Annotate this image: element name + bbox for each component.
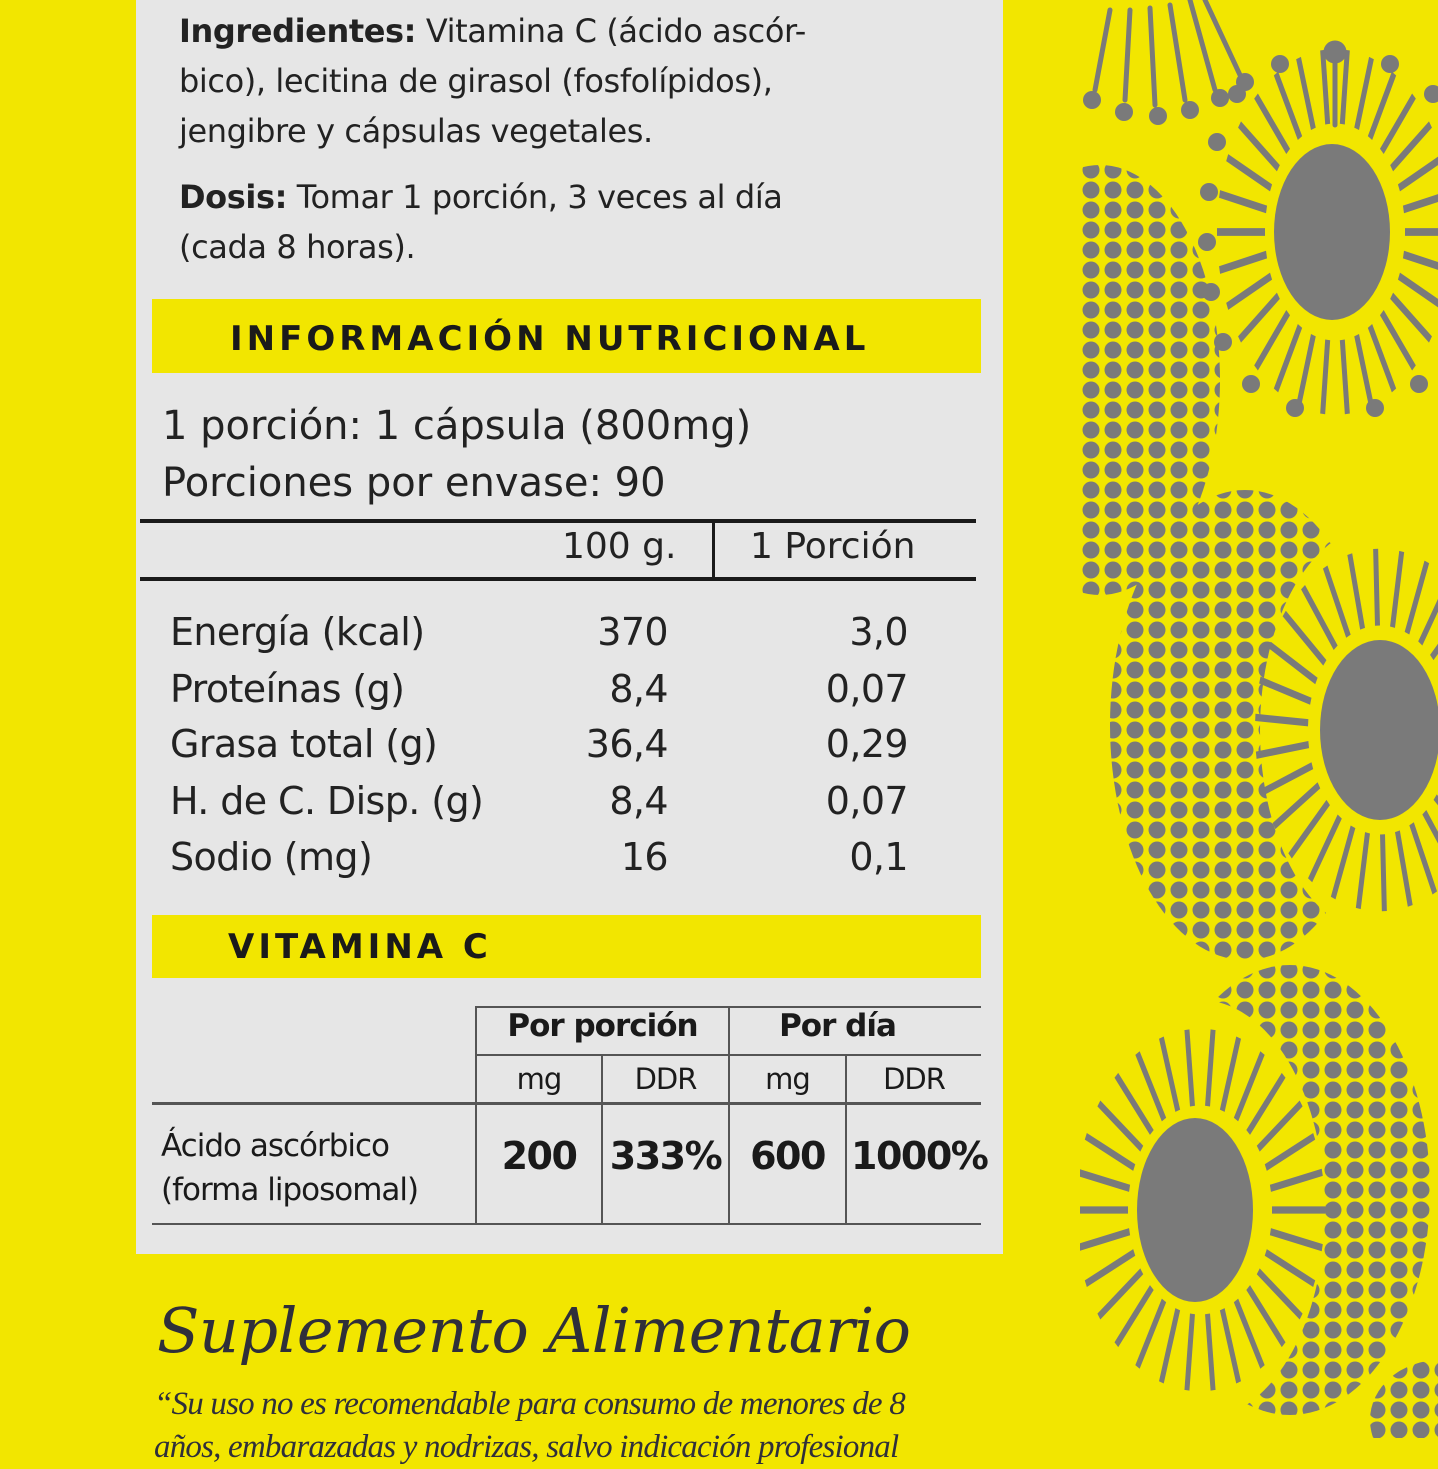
warning-text: “Su uso no es recomendable para consumo de menores de 8 años, embarazadas y nodrizas, salvo indicación profesional	[154, 1386, 905, 1465]
liposome-pattern-icon	[1080, 0, 1438, 1438]
vitamin-c-title: VITAMINA C	[228, 927, 492, 967]
supplement-title: Suplemento Alimentario	[157, 1294, 911, 1367]
vt-subheader: mg	[516, 1062, 562, 1096]
vt-value: 600	[750, 1134, 825, 1178]
nutrition-title-band	[152, 299, 981, 373]
table-row: Proteínas (g) 8,4 0,07	[170, 667, 908, 711]
ingredients-label: Ingredientes:	[179, 12, 417, 50]
vt-subheader: DDR	[634, 1062, 697, 1096]
vt-row-label: Ácido ascórbico (forma liposomal)	[161, 1128, 419, 1208]
vt-group-header-per-portion: Por porción	[507, 1008, 698, 1044]
table-row: Sodio (mg) 16 0,1	[170, 835, 908, 879]
serving-size: 1 porción: 1 cápsula (800mg)	[162, 403, 752, 449]
serving-info	[162, 398, 751, 512]
table-row: Grasa total (g) 36,4 0,29	[170, 722, 908, 766]
dosis-label: Dosis:	[179, 178, 288, 216]
vt-rule-bottom	[152, 1223, 981, 1225]
vt-value: 333%	[609, 1134, 722, 1178]
col-header-portion: 1 Porción	[750, 526, 916, 567]
vt-subheader: DDR	[883, 1062, 945, 1096]
nutrition-title: INFORMACIÓN NUTRICIONAL	[230, 319, 870, 359]
col-header-100g: 100 g.	[562, 526, 677, 567]
table-rule-bottom	[140, 577, 976, 581]
table-column-divider	[712, 521, 715, 579]
table-row: H. de C. Disp. (g) 8,4 0,07	[170, 779, 908, 823]
table-row: Energía (kcal) 370 3,0	[170, 610, 908, 654]
table-rule-top	[140, 519, 976, 523]
servings-per-container: Porciones por envase: 90	[162, 460, 666, 506]
ingredients-text: Ingredientes: Vitamina C (ácido ascór- bico), lecitina de girasol (fosfolípidos), jengibre y cápsulas vegetales.	[179, 12, 806, 150]
vt-value: 200	[501, 1134, 577, 1178]
vitamin-c-title-band	[152, 915, 981, 978]
vt-rule-head-bottom	[152, 1102, 981, 1105]
vt-value: 1000%	[851, 1134, 988, 1178]
vt-subheader: mg	[765, 1062, 810, 1096]
dosis-text: Dosis: Tomar 1 porción, 3 veces al día (cada 8 horas).	[179, 178, 783, 266]
vt-group-header-per-day: Por día	[779, 1008, 896, 1044]
